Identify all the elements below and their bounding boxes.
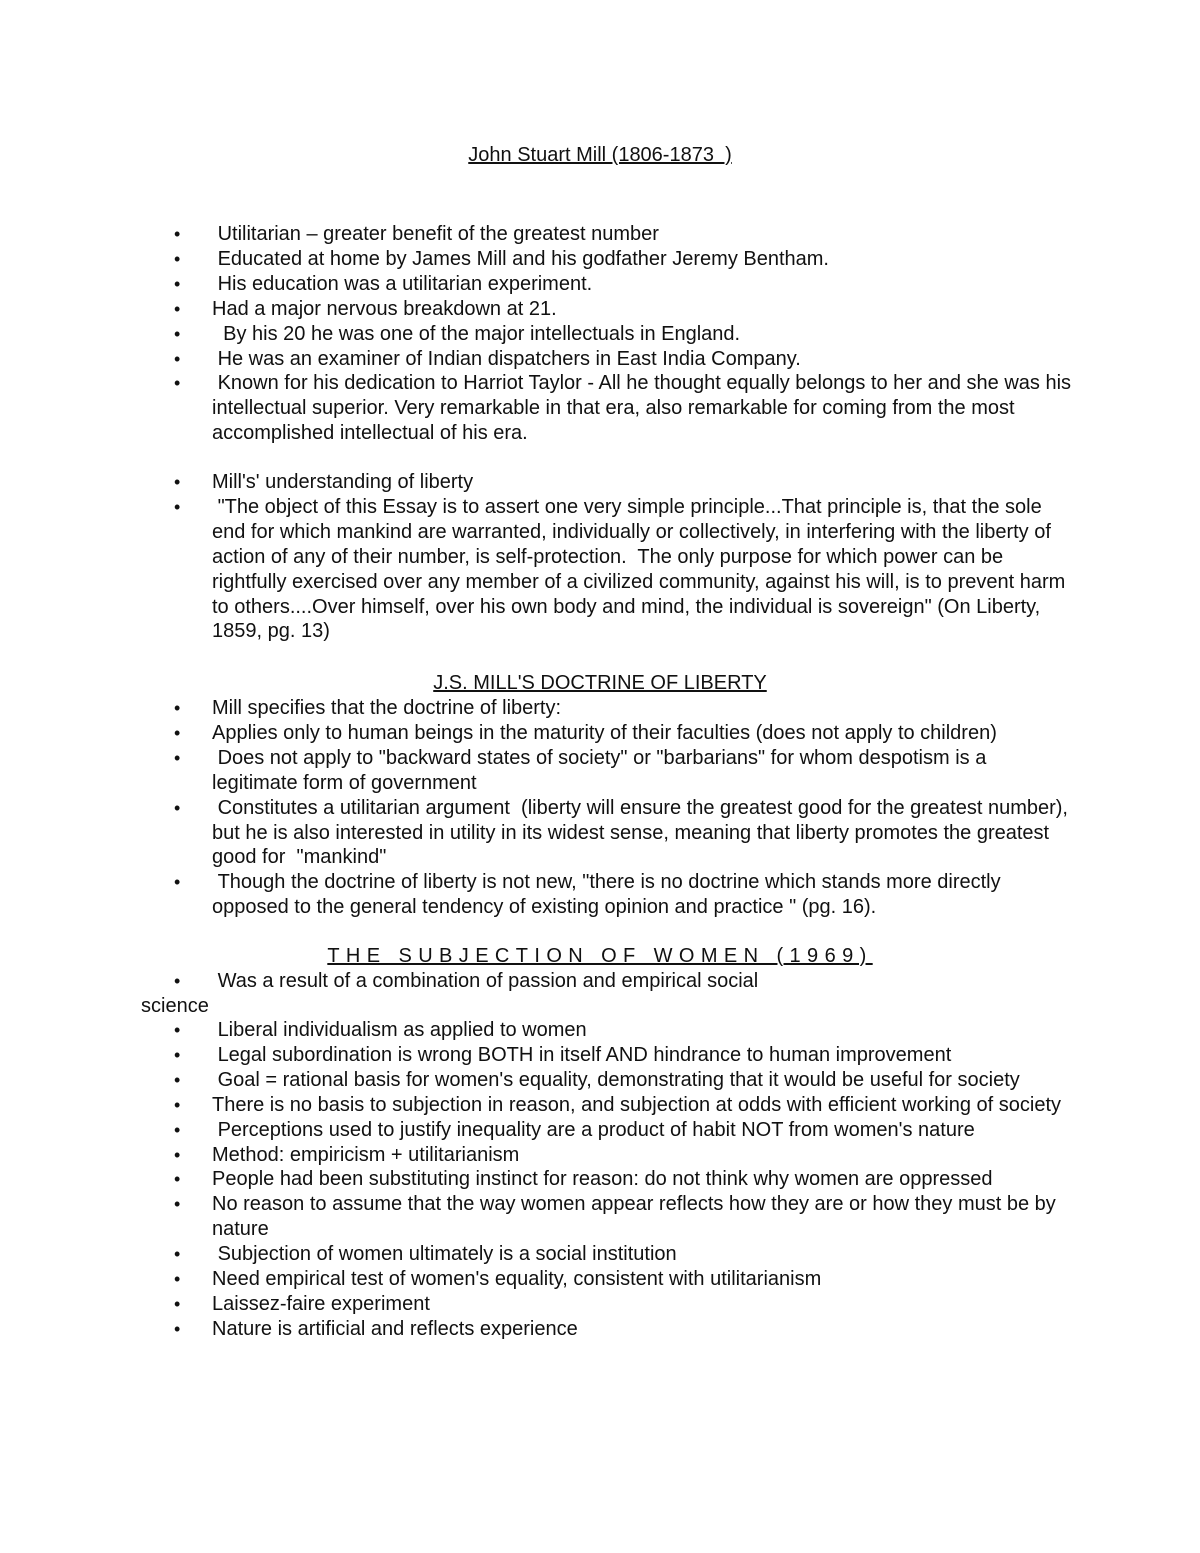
list-item: • No reason to assume that the way women appear reflects how they are or how they must be by nature xyxy=(174,1193,1062,1241)
list-item: • Educated at home by James Mill and his godfather Jeremy Bentham. xyxy=(174,247,829,270)
list-item: • Utilitarian – greater benefit of the greatest number xyxy=(174,223,659,245)
bullet-icon: • xyxy=(174,472,181,492)
list-item: • "The object of this Essay is to assert one very simple principle...That principle is, that the sole end for which mankind are warranted, individually or collectively, in interfering with the liberty of action of any of their number, is self-protection. The only purpose for which power can be rightfully exercised over any member of a civilized community, against his will, is to prevent harm to others....Over himself, over his own body and mind, the individual is sovereign" (On Liberty, 1859, pg. 13) xyxy=(174,495,1071,643)
list-item: • There is no basis to subjection in reason, and subjection at odds with efficient working of society xyxy=(174,1093,1061,1116)
list-item: • Liberal individualism as applied to women xyxy=(174,1019,587,1041)
bullet-icon: • xyxy=(174,1119,181,1140)
list-item: • Mill's' understanding of liberty xyxy=(174,471,474,493)
bullet-icon: • xyxy=(174,496,181,517)
bullet-icon: • xyxy=(174,1094,181,1115)
bullet-icon: • xyxy=(174,722,181,743)
liberty-list xyxy=(0,470,1200,644)
bullet-icon: • xyxy=(174,1318,181,1339)
list-item: • Constitutes a utilitarian argument (liberty will ensure the greatest good for the greatest number), but he is also interested in utility in its widest sense, meaning that liberty promotes the greatest good for "mankind" xyxy=(174,796,1074,869)
bullet-icon: • xyxy=(174,248,181,269)
bullet-icon: • xyxy=(174,872,181,893)
intro-list xyxy=(0,222,1200,446)
list-item: • Legal subordination is wrong BOTH in itself AND hindrance to human improvement xyxy=(174,1043,952,1066)
bullet-icon: • xyxy=(174,348,181,369)
list-item: • Nature is artificial and reflects experience xyxy=(174,1317,578,1340)
bullet-icon: • xyxy=(174,323,181,344)
wrapped-text-overflow: science xyxy=(141,995,209,1017)
bullet-icon: • xyxy=(174,1020,181,1040)
list-item: • By his 20 he was one of the major intellectuals in England. xyxy=(174,322,741,345)
list-item: • Though the doctrine of liberty is not new, "there is no doctrine which stands more directly opposed to the general tendency of existing opinion and practice " (pg. 16). xyxy=(174,871,1007,919)
list-item: • People had been substituting instinct for reason: do not think why women are oppressed xyxy=(174,1168,993,1191)
bullet-icon: • xyxy=(174,1244,181,1265)
list-item: • Mill specifies that the doctrine of liberty: xyxy=(174,697,562,719)
bullet-icon: • xyxy=(174,1194,181,1215)
bullet-icon: • xyxy=(174,1069,181,1090)
list-item: • Applies only to human beings in the maturity of their faculties (does not apply to children) xyxy=(174,721,997,744)
bullet-icon: • xyxy=(174,747,181,768)
bullet-icon: • xyxy=(174,797,181,818)
list-item: • Need empirical test of women's equality, consistent with utilitarianism xyxy=(174,1268,822,1291)
list-item: • Method: empiricism + utilitarianism xyxy=(174,1143,520,1166)
list-item: • His education was a utilitarian experiment. xyxy=(174,272,593,295)
list-item: • Had a major nervous breakdown at 21. xyxy=(174,297,557,320)
list-item: • Subjection of women ultimately is a social institution xyxy=(174,1243,677,1266)
list-item: • Was a result of a combination of passion and empirical social xyxy=(174,970,759,992)
bullet-icon: • xyxy=(174,1169,181,1190)
page-title: John Stuart Mill (1806-1873 ) xyxy=(468,144,732,166)
list-item: • Does not apply to "backward states of society" or "barbarians" for whom despotism is a legitimate form of government xyxy=(174,746,992,794)
list-item: • He was an examiner of Indian dispatchers in East India Company. xyxy=(174,347,801,370)
subjection-heading: THE SUBJECTION OF WOMEN (1969) xyxy=(327,945,873,967)
subjection-first-list xyxy=(0,969,1200,994)
list-item: • Goal = rational basis for women's equality, demonstrating that it would be useful for society xyxy=(174,1068,1020,1091)
bullet-icon: • xyxy=(174,698,181,718)
subjection-list xyxy=(0,1018,1200,1342)
bullet-icon: • xyxy=(174,373,181,394)
list-item: • Perceptions used to justify inequality are a product of habit NOT from women's nature xyxy=(174,1118,975,1141)
bullet-icon: • xyxy=(174,298,181,319)
bullet-icon: • xyxy=(174,273,181,294)
bullet-icon: • xyxy=(174,224,181,244)
doctrine-heading: J.S. MILL'S DOCTRINE OF LIBERTY xyxy=(433,672,767,694)
bullet-icon: • xyxy=(174,1269,181,1290)
bullet-icon: • xyxy=(174,1293,181,1314)
bullet-icon: • xyxy=(174,971,181,991)
doctrine-list xyxy=(0,696,1200,920)
list-item: • Known for his dedication to Harriot Taylor - All he thought equally belongs to her and she was his intellectual superior. Very remarkable in that era, also remarkable for coming from the most accomplished intellectual of his era. xyxy=(174,372,1077,445)
list-item: • Laissez-faire experiment xyxy=(174,1292,430,1315)
bullet-icon: • xyxy=(174,1144,181,1165)
bullet-icon: • xyxy=(174,1044,181,1065)
